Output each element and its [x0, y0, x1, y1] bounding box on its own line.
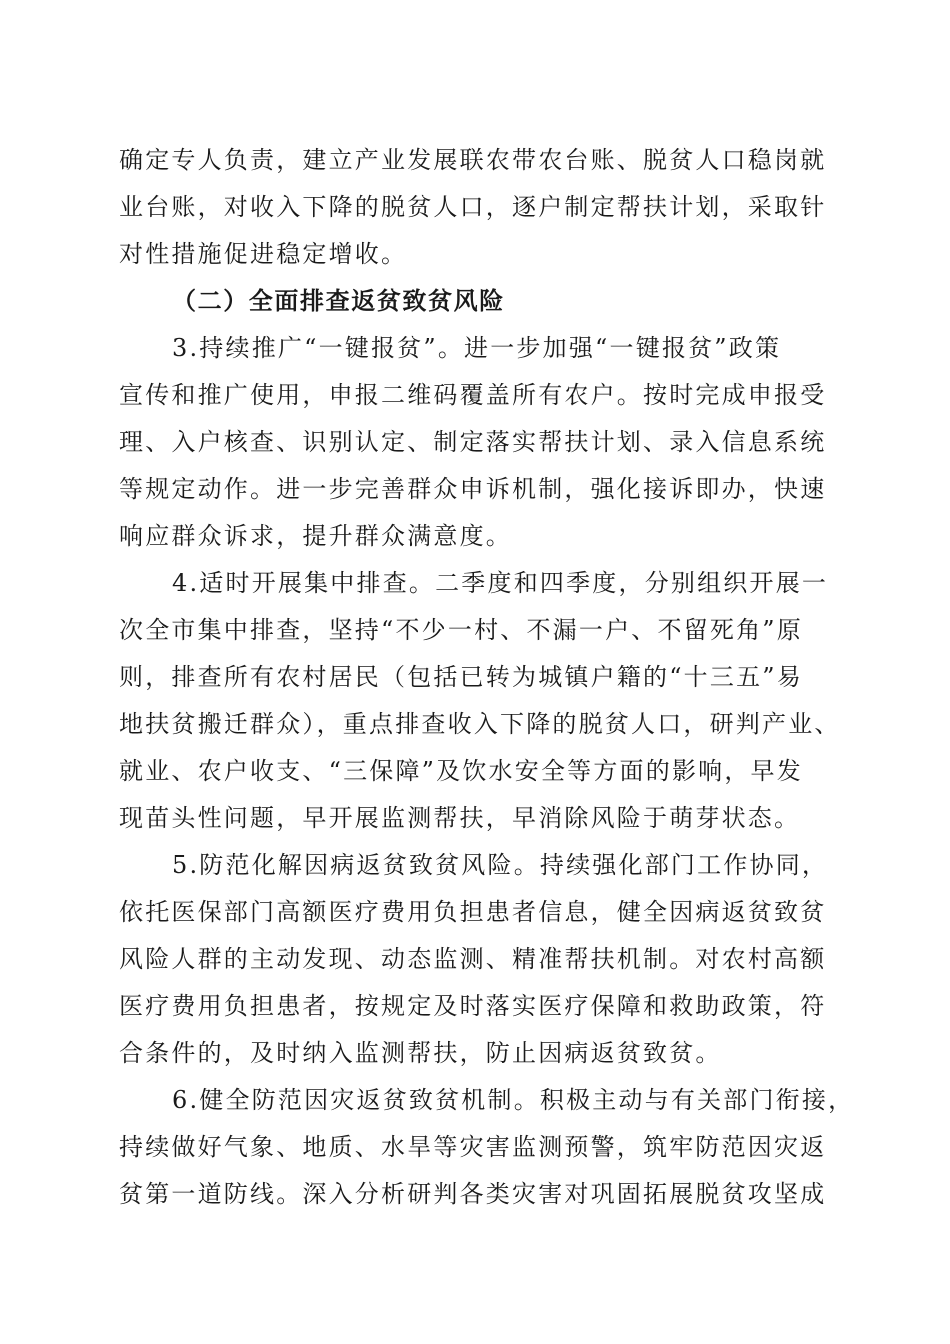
- text-line: 等规定动作。进一步完善群众申诉机制，强化接诉即办，快速: [119, 475, 827, 503]
- text-line: 宣传和推广使用，申报二维码覆盖所有农户。按时完成申报受: [119, 381, 827, 409]
- text-line: 依托医保部门高额医疗费用负担患者信息，健全因病返贫致贫: [119, 898, 827, 926]
- text-line: 理、入户核查、识别认定、制定落实帮扶计划、录入信息系统: [119, 428, 827, 456]
- text-line: 确定专人负责，建立产业发展联农带农台账、脱贫人口稳岗就: [119, 146, 827, 174]
- text-line: 次全市集中排查，坚持“不少一村、不漏一户、不留死角”原: [119, 616, 803, 644]
- text-line: 贫第一道防线。深入分析研判各类灾害对巩固拓展脱贫攻坚成: [119, 1180, 827, 1208]
- text-line: 对性措施促进稳定增收。: [119, 240, 408, 268]
- text-line: 医疗费用负担患者，按规定及时落实医疗保障和救助政策，符: [119, 992, 827, 1020]
- text-line: 风险人群的主动发现、动态监测、精准帮扶机制。对农村高额: [119, 945, 827, 973]
- section-heading: （二）全面排查返贫致贫风险: [172, 287, 505, 315]
- text-line: 就业、农户收支、“三保障”及饮水安全等方面的影响，早发: [119, 757, 803, 785]
- text-line: 持续做好气象、地质、水旱等灾害监测预警，筑牢防范因灾返: [119, 1133, 827, 1161]
- text-line: 业台账，对收入下降的脱贫人口，逐户制定帮扶计划，采取针: [119, 193, 827, 221]
- paragraph-start-line: 4.适时开展集中排查。二季度和四季度，分别组织开展一: [172, 569, 829, 597]
- text-line: 合条件的，及时纳入监测帮扶，防止因病返贫致贫。: [119, 1039, 722, 1067]
- text-line: 地扶贫搬迁群众），重点排查收入下降的脱贫人口，研判产业、: [119, 710, 841, 738]
- paragraph-start-line: 5.防范化解因病返贫致贫风险。持续强化部门工作协同，: [172, 851, 829, 879]
- text-line: 响应群众诉求，提升群众满意度。: [119, 522, 512, 550]
- paragraph-start-line: 6.健全防范因灾返贫致贫机制。积极主动与有关部门衔接，: [172, 1086, 855, 1114]
- text-line: 现苗头性问题，早开展监测帮扶，早消除风险于萌芽状态。: [119, 804, 801, 832]
- text-line: 则，排查所有农村居民（包括已转为城镇户籍的“十三五”易: [119, 663, 803, 691]
- paragraph-start-line: 3.持续推广“一键报贫”。进一步加强“一键报贫”政策: [172, 334, 782, 362]
